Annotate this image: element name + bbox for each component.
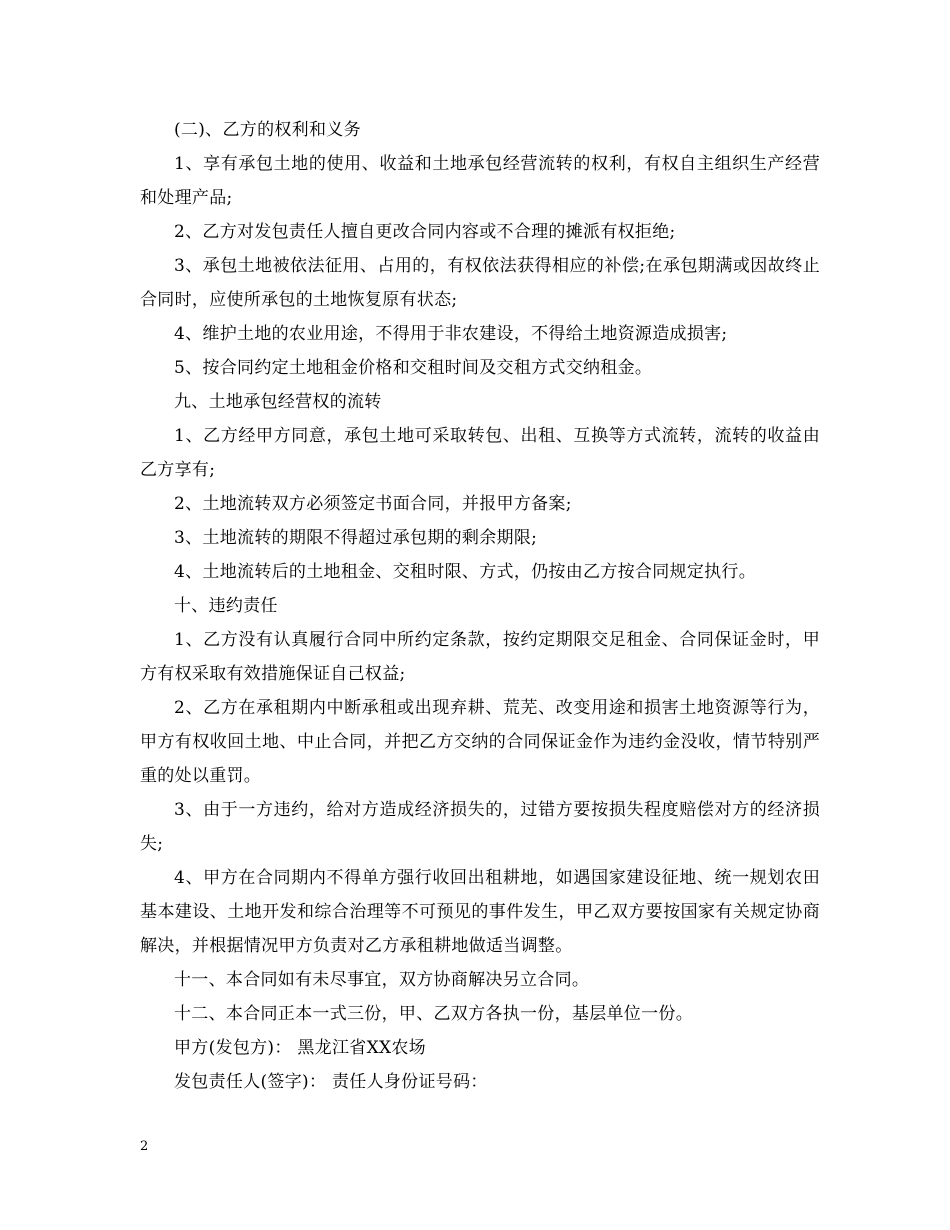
clause-paragraph: 1、享有承包土地的使用、收益和土地承包经营流转的权利，有权自主组织生产经营和处理产品; [140, 154, 820, 208]
clause-paragraph: 2、土地流转双方必须签定书面合同，并报甲方备案; [174, 494, 572, 514]
clause-paragraph: 2、乙方在承租期内中断承租或出现弃耕、荒芜、改变用途和损害土地资源等行为，甲方有权收回土地、中止合同，并把乙方交纳的合同保证金作为违约金没收，情节特别严重的处以重罚。 [140, 698, 820, 786]
clause-paragraph: 4、土地流转后的土地租金、交租时限、方式，仍按由乙方按合同规定执行。 [174, 562, 757, 582]
clause-paragraph: 4、维护土地的农业用途，不得用于非农建设，不得给土地资源造成损害; [174, 324, 728, 344]
signature-line: 发包责任人(签字)： 责任人身份证号码： [174, 1072, 488, 1092]
page-number: 2 [140, 1139, 149, 1154]
clause-paragraph: 1、乙方经甲方同意，承包土地可采取转包、出租、互换等方式流转，流转的收益由乙方享有; [140, 426, 820, 480]
clause-paragraph: 4、甲方在合同期内不得单方强行收回出租耕地，如遇国家建设征地、统一规划农田基本建设、土地开发和综合治理等不可预见的事件发生，甲乙双方要按国家有关规定协商解决，并根据情况甲方负责对乙方承租耕地做适当调整。 [140, 868, 820, 956]
document-body [140, 113, 820, 1099]
party-a-line: 甲方(发包方)： 黑龙江省XX农场 [174, 1038, 426, 1058]
section-heading-unresolved-matters: 十一、本合同如有未尽事宜，双方协商解决另立合同。 [174, 970, 590, 990]
clause-paragraph: 3、承包土地被依法征用、占用的，有权依法获得相应的补偿;在承包期满或因故终止合同时，应使所承包的土地恢复原有状态; [140, 256, 820, 310]
section-heading-party-b-rights: (二)、乙方的权利和义务 [174, 120, 361, 140]
clause-paragraph: 5、按合同约定土地租金价格和交租时间及交租方式交纳租金。 [174, 358, 653, 378]
clause-paragraph: 3、土地流转的期限不得超过承包期的剩余期限; [174, 528, 538, 548]
section-heading-breach-liability: 十、违约责任 [174, 596, 278, 616]
section-heading-land-transfer: 九、土地承包经营权的流转 [174, 392, 382, 412]
section-heading-copies: 十二、本合同正本一式三份，甲、乙双方各执一份，基层单位一份。 [174, 1004, 693, 1024]
clause-paragraph: 1、乙方没有认真履行合同中所约定条款，按约定期限交足租金、合同保证金时，甲方有权采取有效措施保证自己权益; [140, 630, 820, 684]
clause-paragraph: 2、乙方对发包责任人擅自更改合同内容或不合理的摊派有权拒绝; [174, 222, 676, 242]
clause-paragraph: 3、由于一方违约，给对方造成经济损失的，过错方要按损失程度赔偿对方的经济损失; [140, 800, 820, 854]
